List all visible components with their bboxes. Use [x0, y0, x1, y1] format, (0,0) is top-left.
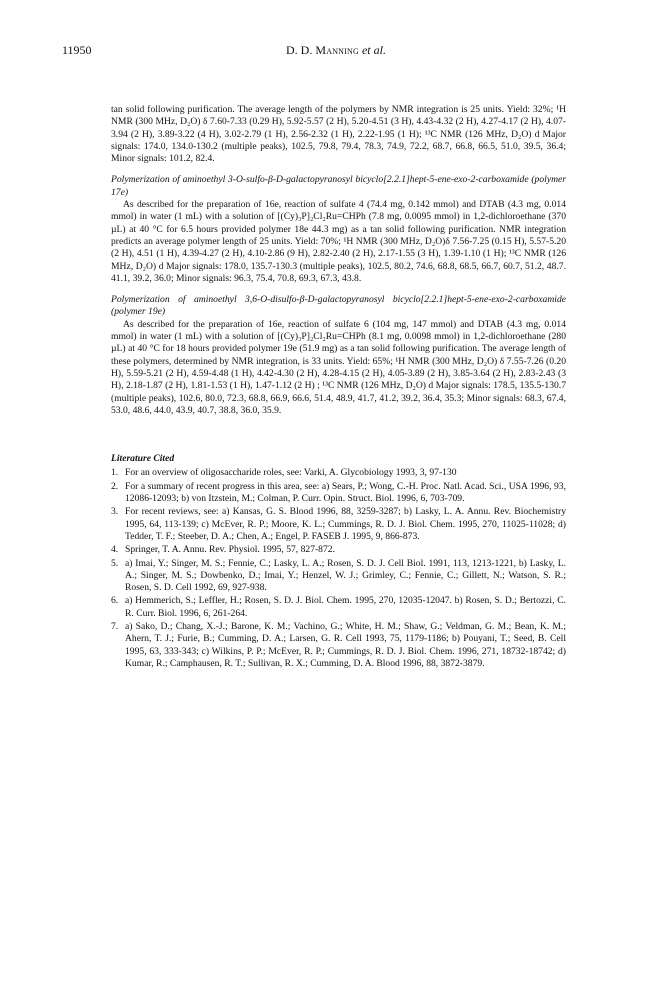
running-head [62, 42, 610, 58]
reference-item [111, 544, 566, 556]
reference-number: 1. [111, 467, 119, 479]
continued-paragraph: tan solid following purification. The average length of the polymers by NMR integration is 25 units. Yield: 32%; ¹H NMR (300 MHz, D₂O) δ 7.60-7.33 (0.29 H), 5.92-5.57 (2 H), 5.20-4.51 (3 H), 4.43-4.32 (2 H), 4.27-4.17 (2 H), 4.07-3.94 (2 H), 3.89-3.22 (4 H), 3.02-2.79 (1 H), 2.56-2.32 (1 H), 2.22-1.95 (1 H); ¹³C NMR (126 MHz, D₂O) d Major signals: 174.0, 134.0-130.2 (multiple peaks), 102.5, 79.8, 79.4, 78.3, 74.9, 72.2, 68.7, 66.8, 66.5, 51.0, 39.5, 36.4; Minor signals: 101.2, 82.4. [111, 104, 566, 165]
reference-item [111, 467, 566, 479]
section-heading-polymer-19e: Polymerization of aminoethyl 3,6-O-disulfo-β-D-galactopyranosyl bicyclo[2.2.1]hept-5-ene-exo-2-carboxamide (polymer 19e) [111, 294, 566, 318]
reference-text: For recent reviews, see: a) Kansas, G. S. Blood 1996, 88, 3259-3287; b) Lasky, L. A. Annu. Rev. Biochemistry 1995, 64, 113-139; c) McEver, R. P.; Moore, K. L.; Cummings, R. D. J. Biol. Chem. 1995, 270, 11025-11028; d) Tedder, T. F.; Steeber, D. A.; Chen, A.; Engel, P. FASEB J. 1995, 9, 866-873. [125, 506, 566, 542]
reference-text: a) Hemmerich, S.; Leffler, H.; Rosen, S. D. J. Biol. Chem. 1995, 270, 12035-12047. b) Rosen, S. D.; Bertozzi, C. R. Curr. Biol. 1996, 6, 261-264. [125, 595, 566, 619]
reference-text: For a summary of recent progress in this area, see: a) Sears, P.; Wong, C.-H. Proc. Natl. Acad. Sci., USA 1996, 93, 12086-12093; b) von Itzstein, M.; Colman, P. Curr. Opin. Struct. Biol. 1996, 6, 703-709. [125, 480, 566, 505]
running-title [62, 42, 610, 58]
reference-number: 7. [111, 620, 119, 632]
reference-text: Springer, T. A. Annu. Rev. Physiol. 1995, 57, 827-872. [125, 544, 335, 556]
reference-number: 5. [111, 557, 119, 569]
reference-item [111, 595, 566, 620]
reference-number: 6. [111, 595, 119, 607]
reference-text: a) Imai, Y.; Singer, M. S.; Fennie, C.; Lasky, L. A.; Rosen, S. D. J. Cell Biol. 1991, 113, 1213-1221, b) Lasky, L. A.; Singer, M. S.; Dowbenko, D.; Imai, Y.; Henzel, W. J.; Grimley, C.; Fennie, C.; Gillett, N.; Watson, S. R.; Rosen, S. D. Cell 1992, 69, 927-938. [125, 557, 566, 594]
reference-number: 3. [111, 506, 119, 518]
reference-item [111, 621, 566, 670]
literature-cited-title: Literature Cited [111, 453, 175, 465]
author-prefix: D. D. [286, 43, 316, 57]
page-number: 11950 [62, 43, 92, 57]
reference-list [111, 467, 566, 670]
reference-number: 4. [111, 544, 119, 556]
reference-item [111, 506, 566, 543]
author-suffix: et al. [361, 43, 386, 57]
reference-text: a) Sako, D.; Chang, X.-J.; Barone, K. M.; Vachino, G.; White, H. M.; Shaw, G.; Veldman, G. M.; Bean, K. M.; Ahern, T. J.; Furie, B.; Cumming, D. A.; Larsen, G. R. Cell 1993, 75, 1179-1186; b) Pouyani, T.; Seed, B. Cell 1995, 63, 333-343; c) Wilkins, P. P.; McEver, R. P.; Cummings, R. D. J. Biol. Chem. 1996, 271, 18732-18742; d) Kumar, R.; Camphausen, R. T.; Sullivan, R. X.; Cumming, D. A. Blood 1996, 88, 3872-3879. [125, 620, 566, 669]
section-body-polymer-17e: As described for the preparation of 16e, reaction of sulfate 4 (74.4 mg, 0.142 mmol) and DTAB (4.3 mg, 0.014 mmol) in water (1 mL) with a solution of [(Cy)₃P]₂Cl₂Ru=CHPh (7.8 mg, 0.0095 mmol) in 1,2-dichloroethane (370 µL) at 40 °C for 6.5 hours provided polymer 18e 44.3 mg) as a tan solid following purification. NMR integration predicts an average polymer length of 25 units. Yield: 70%; ¹H NMR (300 MHz, D₂O)δ 7.56-7.25 (0.15 H), 5.57-5.20 (2 H), 4.51 (1 H), 4.39-4.27 (2 H), 4.10-2.86 (9 H), 2.82-2.40 (2 H), 2.17-1.55 (3 H), 1.39-1.10 (1 H); ¹³C NMR (126 MHz, D₂O) d Major signals: 178.0, 135.7-130.3 (multiple peaks), 102.5, 80.2, 74.6, 68.8, 68.5, 66.7, 60.7, 51.2, 48.7. 41.1, 39.2, 36.0; Minor signals: 96.3, 75.4, 70.8, 69.3, 67.3, 43.8. [111, 199, 566, 284]
reference-item [111, 481, 566, 506]
section-body-polymer-19e: As described for the preparation of 16e, reaction of sulfate 6 (104 mg, 147 mmol) and DTAB (4.3 mg, 0.014 mmol) in water (1 mL) with a solution of [(Cy)₃P]₂Cl₂Ru=CHPh (8.1 mg, 0.0098 mmol) in 1,2-dichloroethane (280 µL) at 40 °C for 18 hours provided polymer 19e (51.9 mg) as a tan solid following purification. The average length of these polymers, determined by NMR integration, is 33 units. Yield: 65%; ¹H NMR (300 MHz, D₂O) δ 7.55-7.26 (0.20 H), 5.59-5.21 (2 H), 4.59-4.48 (1 H), 4.42-4.30 (2 H), 4.28-4.15 (2 H), 4.05-3.89 (2 H), 3.85-3.64 (2 H), 2.83-2.43 (3 H), 2.18-1.87 (2 H), 1.81-1.53 (1 H), 1.47-1.12 (2 H) ; ¹³C NMR (126 MHz, D₂O) d Major signals: 178.5, 135.5-130.7 (multiple peaks), 102.6, 80.0, 72.3, 68.8, 66.9, 66.6, 51.4, 48.9, 41.7, 41.2, 39.2, 36.4, 35.3; Minor signals: 68.3, 67.4, 53.0, 48.6, 44.0, 43.9, 40.7, 38.8, 36.0, 35.9. [111, 318, 566, 416]
main-text [111, 104, 566, 671]
author-surname: Manning [315, 43, 359, 57]
reference-text: For an overview of oligosaccharide roles, see: Varki, A. Glycobiology 1993, 3, 97-130 [125, 467, 457, 479]
section-heading-polymer-17e: Polymerization of aminoethyl 3-O-sulfo-β-D-galactopyranosyl bicyclo[2.2.1]hept-5-ene-exo-2-carboxamide (polymer 17e) [111, 174, 566, 198]
reference-item [111, 558, 566, 595]
reference-number: 2. [111, 480, 119, 492]
